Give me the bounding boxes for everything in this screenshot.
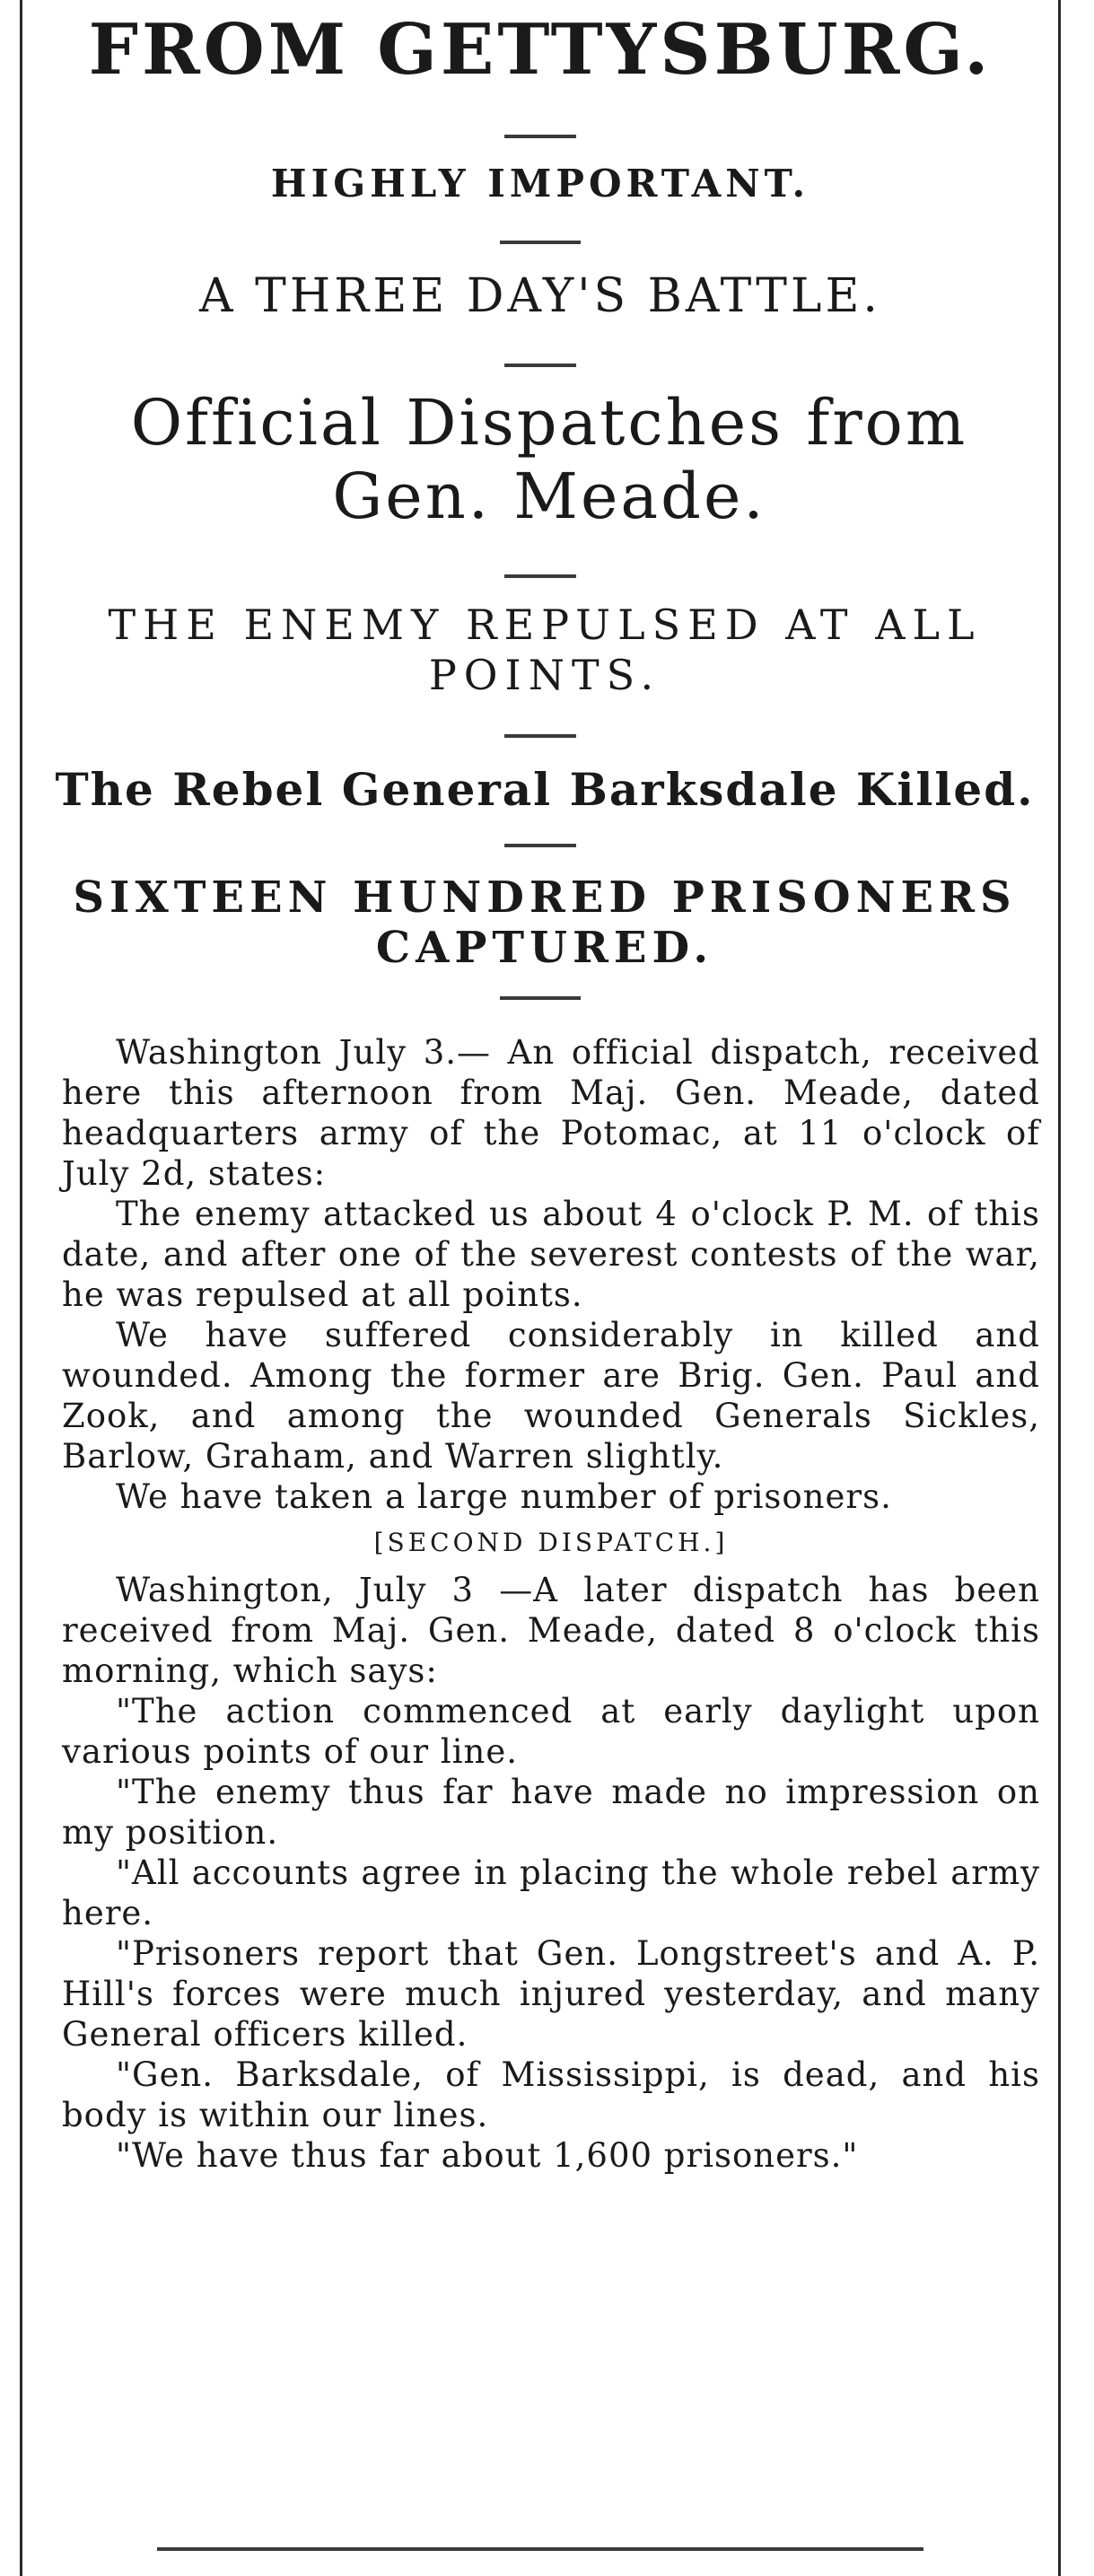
divider: [504, 844, 576, 847]
deck-enemy-repulsed: THE ENEMY REPULSED AT ALL POINTS.: [108, 600, 982, 699]
deck-highly-important: HIGHLY IMPORTANT.: [270, 162, 810, 206]
deck-three-days-battle: A THREE DAY'S BATTLE.: [199, 269, 881, 323]
paragraph: We have suffered considerably in killed and wounded. Among the former are Brig. Gen. Paul and Zook, and among the wounded Generals Sickles, Barlow, Graham, and Warren slightly.: [62, 1316, 1040, 1476]
headline: FROM GETTYSBURG.: [88, 9, 993, 91]
paragraph: The enemy attacked us about 4 o'clock P. M. of this date, and after one of the severest contests of the war, he was repulsed at all points.: [62, 1195, 1040, 1314]
paragraph: "We have thus far about 1,600 prisoners.": [116, 2136, 859, 2175]
divider: [504, 135, 576, 138]
paragraph: "All accounts agree in placing the whole rebel army here.: [62, 1853, 1040, 1932]
divider: [504, 574, 576, 578]
divider: [504, 734, 576, 738]
paragraph: "The action commenced at early daylight upon various points of our line.: [62, 1692, 1040, 1771]
paragraph: Washington, July 3 —A later dispatch has been received from Maj. Gen. Meade, dated 8 o'clock this morning, which says:: [62, 1571, 1040, 1690]
paragraph: Washington July 3.— An official dispatch, received here this afternoon from Maj. Gen. Meade, dated headquarters army of the Potomac, at 11 o'clock of July 2d, states:: [62, 1033, 1040, 1193]
second-dispatch-label: [SECOND DISPATCH.]: [373, 1528, 729, 1557]
paragraph: "Gen. Barksdale, of Mississippi, is dead, and his body is within our lines.: [62, 2055, 1040, 2134]
paragraph: "Prisoners report that Gen. Longstreet's and A. P. Hill's forces were much injured yesterday, and many General officers killed.: [62, 1934, 1040, 2054]
divider: [500, 996, 581, 1000]
divider: [504, 364, 576, 367]
divider: [500, 241, 581, 244]
deck-sixteen-hundred-prisoners: SIXTEEN HUNDRED PRISONERS CAPTURED.: [73, 872, 1017, 973]
deck-barksdale-killed: The Rebel General Barksdale Killed.: [55, 763, 1035, 816]
deck-official-dispatches: Official Dispatches from Gen. Meade.: [130, 386, 968, 533]
paragraph: We have taken a large number of prisoners.: [116, 1477, 892, 1516]
divider: [157, 2547, 923, 2551]
paragraph: "The enemy thus far have made no impression on my position.: [62, 1773, 1040, 1852]
newspaper-column: [20, 0, 1061, 2576]
article-body: [62, 1032, 1040, 2176]
